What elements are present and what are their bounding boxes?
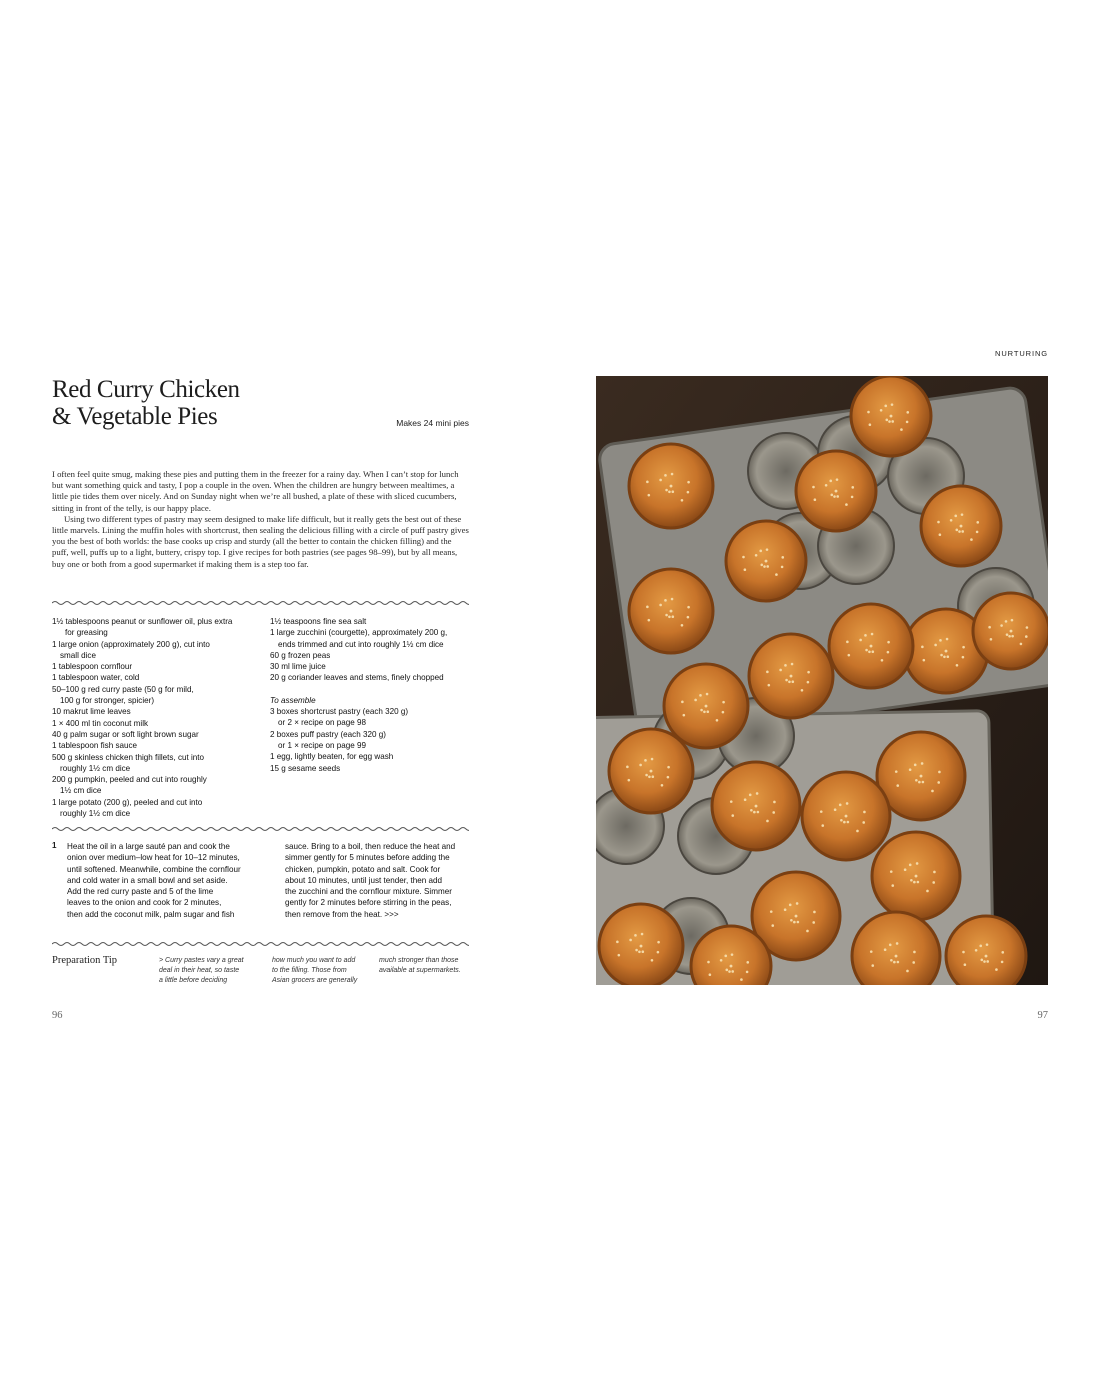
pie xyxy=(973,593,1048,669)
tip-column-2 xyxy=(272,956,357,986)
method-line: gently for 2 minutes before stirring in the peas, xyxy=(285,898,452,908)
tip-title: Preparation Tip xyxy=(52,955,118,966)
method-line: then remove from the heat. >>> xyxy=(285,909,399,919)
wavy-divider xyxy=(52,825,469,833)
ingredient-line: 1½ cm dice xyxy=(60,786,102,796)
tip-line: Asian grocers are generally xyxy=(272,977,358,984)
pie xyxy=(872,832,960,920)
recipe-title xyxy=(52,376,372,430)
ingredient-line: 40 g palm sugar or soft light brown sugar xyxy=(52,729,199,739)
ingredient-line: for greasing xyxy=(65,628,108,638)
ingredient-line: 200 g pumpkin, peeled and cut into roughly xyxy=(52,775,207,785)
ingredient-line: 3 boxes shortcrust pastry (each 320 g) xyxy=(270,707,409,717)
intro-paragraph-2: Using two different types of pastry may seem designed to make life difficult, but it really gets the best out of these little marvels. Lining the muffin holes with shortcrust, then sealing the delicious filling with a circle of puff pastry gives you the best of both worlds: the base cooks up crisp and sturdy (all the better to contain the chicken filling) and the puff, well, puffs up to a light, buttery, crispy top. I give recipes for both pastries (see pages 98–99), but by all means, buy one or both from a good supermarket if making them is a step too far. xyxy=(52,513,469,569)
ingredient-line: 10 makrut lime leaves xyxy=(52,707,131,717)
ingredient-line: roughly 1½ cm dice xyxy=(60,809,131,819)
ingredient-line: small dice xyxy=(60,650,96,660)
ingredient-line: 1 large onion (approximately 200 g), cut into xyxy=(52,639,210,649)
ingredient-line: 1 tablespoon water, cold xyxy=(52,673,140,683)
method-line: chicken, pumpkin, potato and salt. Cook for xyxy=(285,864,441,874)
yield-label: Makes 24 mini pies xyxy=(396,418,469,428)
tip-line: much stronger than those xyxy=(379,957,459,964)
pie xyxy=(726,521,806,601)
tip-line: deal in their heat, so taste xyxy=(159,967,240,974)
pie xyxy=(712,762,800,850)
method-line: simmer gently for 5 minutes before adding the xyxy=(285,853,450,863)
method-line: sauce. Bring to a boil, then reduce the heat and xyxy=(285,842,456,851)
tip-column-1 xyxy=(159,956,244,986)
pie xyxy=(664,664,748,748)
ingredient-line: 1½ tablespoons peanut or sunflower oil, plus extra xyxy=(52,617,233,626)
ingredient-line: 60 g frozen peas xyxy=(270,650,331,660)
method-line: then add the coconut milk, palm sugar and fish xyxy=(67,909,235,919)
pie xyxy=(946,916,1026,985)
method-line: the zucchini and the cornflour mixture. Simmer xyxy=(285,887,452,897)
page-number-left: 96 xyxy=(52,1010,63,1021)
wavy-divider xyxy=(52,599,469,607)
intro-text xyxy=(52,469,469,570)
ingredient-line: 30 ml lime juice xyxy=(270,662,326,672)
section-label: NURTURING xyxy=(995,349,1048,358)
ingredient-line: 1 large zucchini (courgette), approximately 200 g, xyxy=(270,628,448,638)
ingredient-line: 1 × 400 ml tin coconut milk xyxy=(52,718,149,728)
ingredient-line: 1 egg, lightly beaten, for egg wash xyxy=(270,752,394,762)
step-number: 1 xyxy=(52,841,57,850)
method-line: Add the red curry paste and 5 of the lime xyxy=(67,887,214,897)
page-number-right: 97 xyxy=(1037,1010,1048,1021)
ingredient-line: 1½ teaspoons fine sea salt xyxy=(270,617,367,626)
method-line: Heat the oil in a large sauté pan and cook the xyxy=(67,842,230,851)
method-column-2 xyxy=(285,841,475,920)
pie xyxy=(599,904,683,985)
method-line: onion over medium–low heat for 10–12 minutes, xyxy=(67,853,240,863)
method-line: and cold water in a small bowl and set aside. xyxy=(67,875,228,885)
recipe-title-line-2: & Vegetable Pies xyxy=(52,403,218,430)
pie xyxy=(851,376,931,456)
pie xyxy=(921,486,1001,566)
ingredient-line: roughly 1½ cm dice xyxy=(60,763,131,773)
ingredient-line: 2 boxes puff pastry (each 320 g) xyxy=(270,729,386,739)
assemble-heading: To assemble xyxy=(270,695,316,705)
ingredients-column-2 xyxy=(270,616,470,774)
pie xyxy=(829,604,913,688)
ingredient-line: 15 g sesame seeds xyxy=(270,763,341,773)
ingredient-line: ends trimmed and cut into roughly 1½ cm dice xyxy=(278,639,444,649)
ingredients-column-1 xyxy=(52,616,262,819)
tip-line: available at supermarkets. xyxy=(379,967,461,974)
method-column-1 xyxy=(67,841,267,920)
method-line: leaves to the onion and cook for 2 minutes, xyxy=(67,898,222,908)
ingredient-line: 1 large potato (200 g), peeled and cut into xyxy=(52,797,203,807)
ingredient-line: 20 g coriander leaves and stems, finely chopped xyxy=(270,673,444,683)
pie xyxy=(749,634,833,718)
tip-line: how much you want to add xyxy=(272,957,356,964)
pie xyxy=(852,912,940,985)
ingredient-line: or 2 × recipe on page 98 xyxy=(278,718,366,728)
wavy-divider xyxy=(52,940,469,948)
ingredient-line: 500 g skinless chicken thigh fillets, cut into xyxy=(52,752,205,762)
ingredient-line: 1 tablespoon fish sauce xyxy=(52,741,138,751)
tip-column-3 xyxy=(379,956,461,976)
pie xyxy=(629,444,713,528)
pie xyxy=(796,451,876,531)
recipe-title-line-1: Red Curry Chicken xyxy=(52,376,240,403)
tip-line: to the filling. Those from xyxy=(272,967,347,974)
pie xyxy=(802,772,890,860)
ingredient-line: 50–100 g red curry paste (50 g for mild, xyxy=(52,684,194,694)
pie xyxy=(629,569,713,653)
method-line: about 10 minutes, until just tender, then add xyxy=(285,875,443,885)
pies-photo xyxy=(596,376,1048,985)
pie xyxy=(609,729,693,813)
ingredient-line: or 1 × recipe on page 99 xyxy=(278,740,366,750)
method-line: until softened. Meanwhile, combine the cornflour xyxy=(67,864,241,874)
ingredient-line: 1 tablespoon cornflour xyxy=(52,662,133,672)
tip-line: a little before deciding xyxy=(159,977,228,984)
ingredient-line: 100 g for stronger, spicier) xyxy=(60,696,155,706)
tip-line: > Curry pastes vary a great xyxy=(159,957,244,964)
intro-paragraph-1: I often feel quite smug, making these pies and putting them in the freezer for a rainy day. When I can’t stop for lunch but want something quick and tasty, I pop a couple in the oven. When the children are hungry between mealtimes, a little pie tides them over nicely. And on Sunday night when we’re all bushed, a plate of these with sliced cucumbers, sitting in front of the telly, is our happy place. xyxy=(52,469,459,513)
